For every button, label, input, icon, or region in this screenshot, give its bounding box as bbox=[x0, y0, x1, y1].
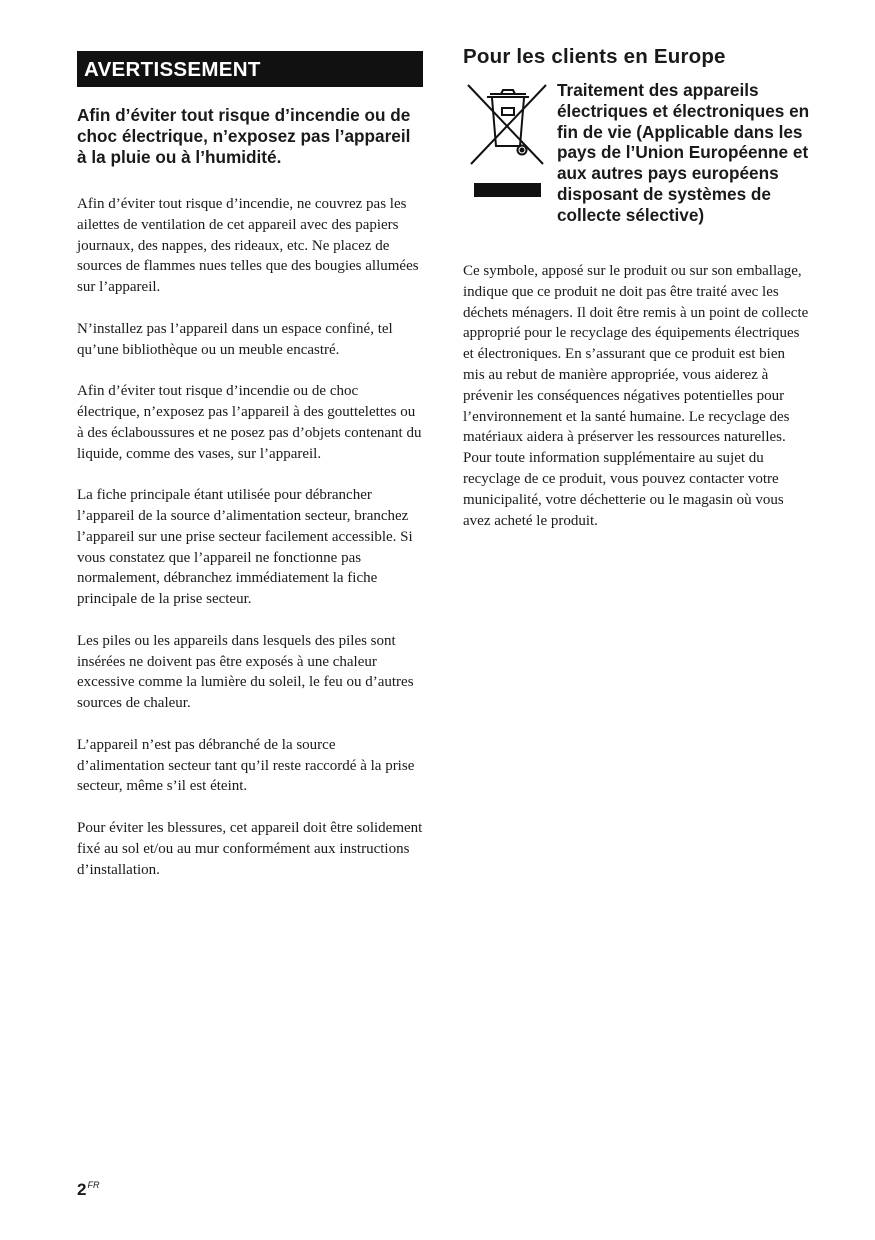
europe-column bbox=[463, 44, 809, 531]
warning-paragraph: Afin d’éviter tout risque d’incendie, ne couvrez pas les ailettes de ventilation de cet appareil avec des papiers journaux, des nappes, des rideaux, etc. Ne placez de sources de flammes nues telles que des bougies allumées sur l’appareil. bbox=[77, 196, 419, 296]
warning-paragraph: L’appareil n’est pas débranché de la source d’alimentation secteur tant qu’il reste raccordé à la prise secteur, même s’il est éteint. bbox=[77, 736, 415, 795]
warning-paragraph: Pour éviter les blessures, cet appareil doit être solidement fixé au sol et/ou au mur conformément aux instructions d’installation. bbox=[77, 819, 423, 878]
warning-title: AVERTISSEMENT bbox=[77, 51, 423, 87]
weee-symbol-block bbox=[463, 80, 809, 257]
weee-body-text: Ce symbole, apposé sur le produit ou sur son emballage, indique que ce produit ne doit pas être traité avec les déchets ménagers. Il doit être remis à un point de collecte approprié pour le recyclage des équipements électriques et électroniques. En s’assurant que ce produit est bien mis au rebut de manière appropriée, vous aiderez à prévenir les conséquences négatives potentielles pour l’environnement et la santé humaine. Le recyclage des matériaux aidera à préserver les ressources naturelles. Pour toute information supplémentaire au sujet du recyclage de ce produit, vous pouvez contacter votre municipalité, votre déchetterie ou le magasin où vous avez acheté le produit. bbox=[463, 263, 809, 529]
page-number-value: 2 bbox=[77, 1180, 87, 1199]
page-number bbox=[77, 1175, 99, 1200]
warning-paragraph: N’installez pas l’appareil dans un espace confiné, tel qu’une bibliothèque ou un meuble encastré. bbox=[77, 320, 393, 358]
crossed-out-wheelie-bin-icon bbox=[463, 82, 551, 168]
page-language-suffix: FR bbox=[87, 1180, 100, 1190]
warning-paragraph: La fiche principale étant utilisée pour débrancher l’appareil de la source d’alimentation secteur, branchez l’appareil sur une prise secteur facilement accessible. Si vous constatez que l’appareil ne fonctionne pas normalement, débranchez immédiatement la fiche principale de la prise secteur. bbox=[77, 487, 413, 608]
warning-paragraph: Les piles ou les appareils dans lesquels des piles sont insérées ne doivent pas être exposés à une chaleur excessive comme la lumière du soleil, le feu ou d’autres sources de chaleur. bbox=[77, 632, 414, 712]
europe-section-title: Pour les clients en Europe bbox=[463, 45, 726, 68]
warning-paragraph: Afin d’éviter tout risque d’incendie ou de choc électrique, n’exposez pas l’appareil à des gouttelettes ou à des éclaboussures et ne posez pas d’objets contenant du liquide, comme des vases, sur l’appareil. bbox=[77, 383, 422, 462]
weee-underline-bar bbox=[474, 183, 541, 197]
weee-heading: Traitement des appareils électriques et électroniques en fin de vie (Applicable dans les pays de l’Union Européenne et aux autres pays européens disposant de systèmes de collecte sélective) bbox=[557, 80, 810, 225]
warning-column bbox=[77, 51, 423, 880]
warning-lead: Afin d’éviter tout risque d’incendie ou de choc électrique, n’exposez pas l’appareil à la pluie ou à l’humidité. bbox=[77, 105, 411, 167]
